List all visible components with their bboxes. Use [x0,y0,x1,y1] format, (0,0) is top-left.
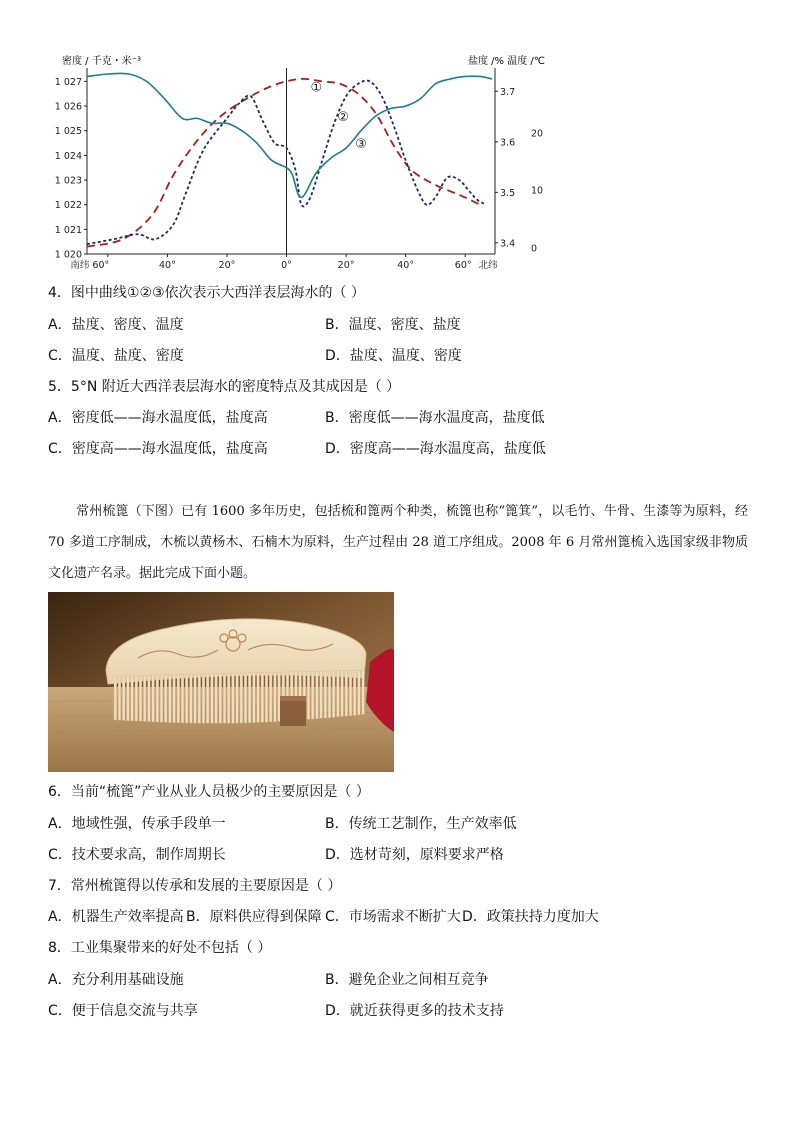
comb-tooth [261,673,264,723]
curve-label: ① [310,80,323,96]
comb-tooth [265,672,268,722]
salinity-tick-label: 3.6 [500,137,516,149]
q8-option-b[interactable]: B．避免企业之间相互竞争 [325,972,489,988]
comb-tooth [114,676,117,720]
comb-tooth [156,675,159,722]
x-tick-label: 40° [397,260,415,271]
comb-tooth [219,674,222,724]
comb-tooth [248,673,251,723]
salinity-tick-label: 3.5 [500,187,516,199]
comb-tooth [341,671,344,717]
left-tick-label: 1 023 [54,175,82,187]
x-tick-label: 20° [218,260,236,271]
comb-tooth [320,671,323,718]
right-axis-title: 盐度 /% 温度 /℃ [468,56,546,67]
curve-labels [310,80,366,152]
temperature-tick-label: 10 [531,185,544,197]
x-tick-label: 南纬 60° [70,260,110,271]
x-tick-label: 60° [454,260,472,271]
comb-tooth [244,673,247,723]
comb-tooth [307,671,310,719]
comb-tooth [227,673,230,723]
comb-tooth [324,671,327,718]
q5-option-c[interactable]: C．密度高——海水温度低，盐度高 [48,441,268,457]
q4-option-d[interactable]: D．盐度、温度、密度 [325,348,462,364]
q4-option-b[interactable]: B．温度、密度、盐度 [325,317,461,333]
salinity-tick-label: 3.7 [500,86,516,98]
q7-option-d[interactable]: D．政策扶持力度加大 [462,909,599,925]
temperature-tick-label: 0 [531,243,538,255]
comb-tooth [198,674,201,723]
data-series [87,73,492,246]
temperature-tick-label: 20 [531,128,544,140]
salinity-tick-label: 3.4 [500,238,516,250]
comb-tooth [316,671,319,719]
comb-tooth [194,674,197,723]
q5-option-b[interactable]: B．密度低——海水温度高，盐度低 [325,410,545,426]
left-tick-label: 1 026 [54,101,82,113]
comb-tooth [215,674,218,724]
curve-label: ② [337,109,349,125]
left-tick-label: 1 027 [54,76,82,88]
question-6-stem: 6．当前“梳篦”产业从业人员极少的主要原因是（ ） [48,784,370,800]
comb-tooth [122,676,125,721]
question-5-stem: 5．5°N 附近大西洋表层海水的密度特点及其成因是（ ） [48,379,401,395]
comb-tooth [353,670,356,715]
comb-tooth [206,674,209,723]
q8-option-c[interactable]: C．便于信息交流与共享 [48,1003,198,1019]
q8-option-a[interactable]: A．充分利用基础设施 [48,972,184,988]
q7-option-b[interactable]: B．原料供应得到保障 [186,909,322,925]
series-line-solid [87,73,492,197]
comb-tooth [127,676,130,721]
comb-tooth [177,675,180,723]
x-tick-label: 20° [337,260,355,271]
curve-label: ③ [355,136,367,152]
comb-tooth [345,671,348,717]
comb-tooth [232,673,235,723]
comb-tooth [311,671,314,719]
ocean-properties-chart [40,48,570,278]
plot-frame [87,68,495,254]
comb-tooth [160,675,163,722]
q4-option-a[interactable]: A．盐度、密度、温度 [48,317,184,333]
q6-option-c[interactable]: C．技术要求高，制作周期长 [48,847,226,863]
q6-option-d[interactable]: D．选材苛刻，原料要求严格 [325,847,504,863]
comb-tooth [152,675,155,722]
comb-tooth [135,676,138,722]
q5-option-d[interactable]: D．密度高——海水温度高，盐度低 [325,441,546,457]
series-line-dashed [87,79,480,247]
q6-option-b[interactable]: B．传统工艺制作，生产效率低 [325,816,517,832]
left-tick-label: 1 021 [54,224,82,236]
left-tick-label: 1 025 [54,126,82,138]
comb-tooth [185,674,188,723]
comb-tooth [328,671,331,718]
comb-tooth [269,672,272,722]
comb-tooth [148,675,151,721]
comb-tooth [211,674,214,724]
q7-option-a[interactable]: A．机器生产效率提高 [48,909,184,925]
axis-ticks [55,77,543,271]
left-tick-label: 1 022 [54,200,82,212]
comb-tooth [274,672,277,721]
comb-tooth [190,674,193,723]
comb-tooth [362,670,365,714]
comb-intro-paragraph [48,496,748,589]
comb-tooth [223,673,226,723]
comb-tooth [358,670,361,715]
question-4-stem: 4．图中曲线①②③依次表示大西洋表层海水的（ ） [48,285,366,301]
comb-tooth [139,675,142,721]
left-tick-label: 1 020 [54,249,82,261]
comb-tooth [202,674,205,723]
left-axis-title: 密度 / 千克・米⁻³ [62,56,142,67]
comb-tooth [164,675,167,723]
question-7-stem: 7．常州梳篦得以传承和发展的主要原因是（ ） [48,878,342,894]
q6-option-a[interactable]: A．地域性强，传承手段单一 [48,816,226,832]
q5-option-a[interactable]: A．密度低——海水温度低，盐度高 [48,410,268,426]
comb-tooth [257,673,260,723]
comb-tooth [337,671,340,717]
comb-tooth [181,674,184,722]
comb-tooth [349,670,352,715]
comb-tooth [173,675,176,723]
x-tick-label: 0° [281,260,292,271]
comb-tooth [332,671,335,717]
comb-tooth [253,673,256,723]
comb-tooth [118,676,121,720]
comb-tooth [143,675,146,721]
left-tick-label: 1 024 [54,150,82,162]
comb-tooth [236,673,239,723]
intro-text: 常州梳篦（下图）已有 1600 多年历史，包括梳和篦两个种类，梳篦也称“篦箕”，以毛竹、牛骨、生漆等为原料，经 70 多道工序制成，木梳以黄杨木、石楠木为原料，生产过程由 28 道工序组成。2008 年 6 月常州篦梳入选国家级非物质文化遗产名录。据此完成下面小题。 [48,504,748,581]
x-tick-label: 40° [158,260,176,271]
comb-tooth [131,676,134,721]
q7-option-c[interactable]: C．市场需求不断扩大 [325,909,461,925]
comb-tooth [169,675,172,723]
q8-option-d[interactable]: D．就近获得更多的技术支持 [325,1003,504,1019]
comb-tooth [240,673,243,723]
question-8-stem: 8．工业集聚带来的好处不包括（ ） [48,940,272,956]
comb-photo [48,592,394,772]
x-tick-label: 北纬 [478,260,498,271]
q4-option-c[interactable]: C．温度、盐度、密度 [48,348,184,364]
